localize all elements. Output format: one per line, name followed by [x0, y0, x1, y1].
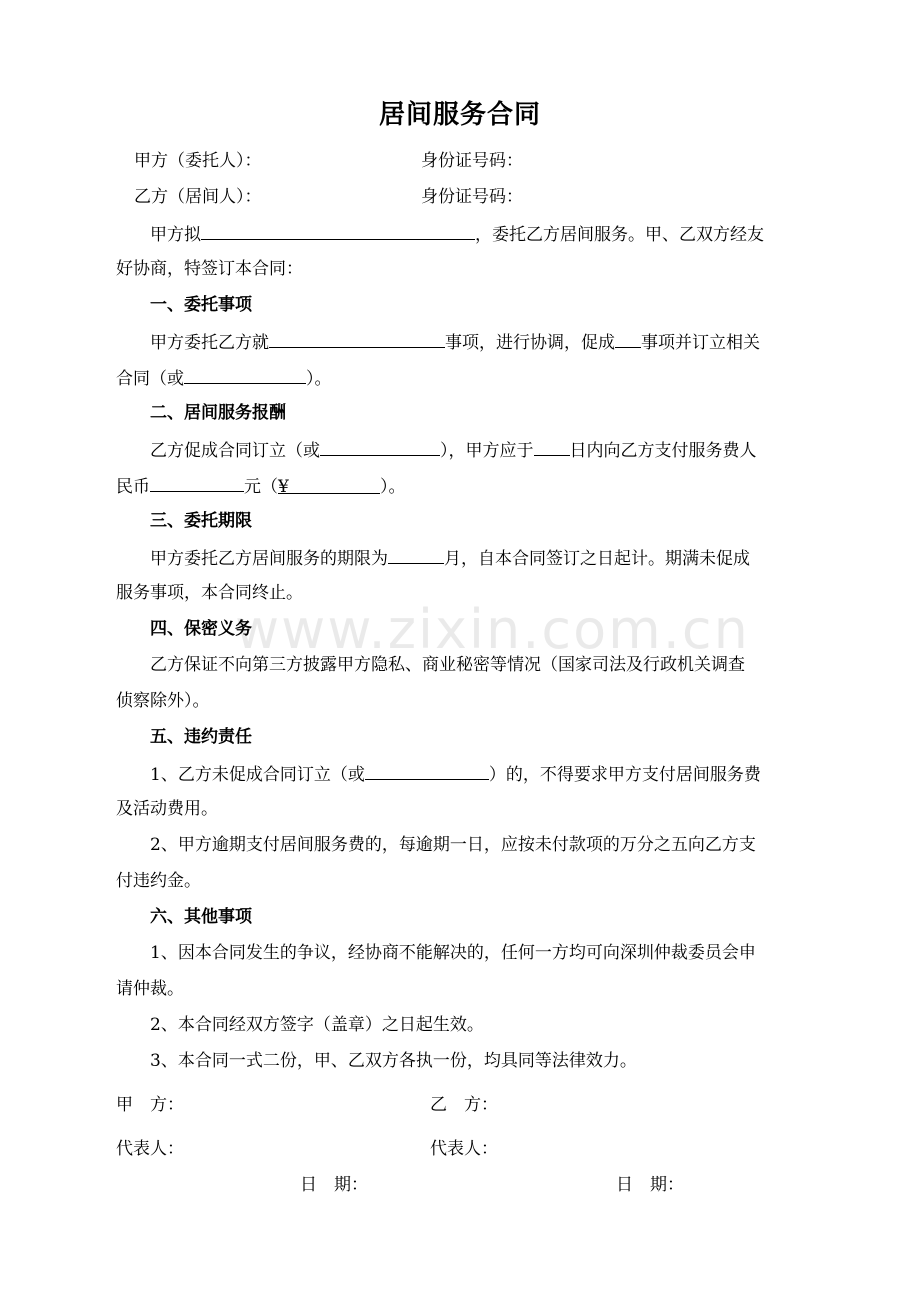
- sec1-line-1: [150, 330, 850, 354]
- sec3-line-2: 服务事项，本合同终止。: [116, 583, 303, 603]
- sec2-blank: [534, 438, 570, 456]
- sec1-text: 事项，进行协调，促成: [445, 333, 615, 353]
- sec5-text: ）的，不得要求甲方支付居间服务费: [488, 765, 761, 785]
- sec2-text: 民币: [116, 477, 150, 497]
- section-heading-1: 一、委托事项: [150, 295, 252, 315]
- intro-line-1: [150, 222, 850, 246]
- sec1-text: 合同（或: [116, 369, 184, 389]
- sec2-line-2: [116, 474, 816, 498]
- sec1-blank: [615, 330, 641, 348]
- section-heading-6: 六、其他事项: [150, 907, 252, 927]
- sec3-text: 月，自本合同签订之日起计。期满未促成: [444, 549, 750, 569]
- sec2-text: 乙方促成合同订立（或: [150, 441, 320, 461]
- sec3-blank: [388, 546, 444, 564]
- signature-party-a: 甲 方：: [116, 1095, 184, 1115]
- section-heading-4: 四、保密义务: [150, 619, 252, 639]
- sec6-item-2: 2、本合同经双方签字（盖章）之日起生效。: [150, 1015, 484, 1035]
- sec4-line-2: 侦察除外）。: [116, 691, 210, 711]
- sec4-line-1: 乙方保证不向第三方披露甲方隐私、商业秘密等情况（国家司法及行政机关调查: [150, 655, 745, 675]
- party-b-label: 乙方（居间人）：: [134, 187, 262, 207]
- sec5-blank: [365, 762, 489, 780]
- yen-sign: ¥: [278, 477, 289, 497]
- sec2-line-1: [150, 438, 850, 462]
- sec2-text: 日内向乙方支付服务费人: [569, 441, 757, 461]
- document-title: 居间服务合同: [378, 100, 541, 130]
- sec1-text: 事项并订立相关: [641, 333, 760, 353]
- sec5-item-1: [150, 762, 850, 786]
- sec2-text: ）。: [380, 477, 406, 497]
- sec1-text: ）。: [306, 369, 332, 389]
- sec1-blank: [269, 330, 445, 348]
- sec6-item-1-cont: 请仲裁。: [116, 979, 184, 999]
- intro-text: ，委托乙方居间服务。甲、乙双方经友: [475, 225, 764, 245]
- sec1-text: 甲方委托乙方就: [150, 333, 269, 353]
- sec1-line-2: [116, 366, 816, 390]
- section-heading-3: 三、委托期限: [150, 511, 252, 531]
- signature-rep-b: 代表人：: [430, 1139, 498, 1159]
- party-a-id-label: 身份证号码：: [421, 151, 523, 171]
- sec3-text: 甲方委托乙方居间服务的期限为: [150, 549, 388, 569]
- amount-figure-blank: [278, 476, 380, 497]
- sec1-blank: [184, 366, 306, 384]
- intro-line-2: 好协商，特签订本合同：: [116, 259, 303, 279]
- signature-party-b: 乙 方：: [430, 1095, 498, 1115]
- sec3-line-1: [150, 546, 850, 570]
- party-b-id-label: 身份证号码：: [421, 187, 523, 207]
- intro-text: 甲方拟: [150, 225, 201, 245]
- sec6-item-1: 1、因本合同发生的争议，经协商不能解决的，任何一方均可向深圳仲裁委员会申: [150, 943, 756, 963]
- sec2-text: ），甲方应于: [440, 441, 534, 461]
- section-heading-5: 五、违约责任: [150, 727, 252, 747]
- signature-rep-a: 代表人：: [116, 1139, 184, 1159]
- sec5-item-2-cont: 付违约金。: [116, 871, 201, 891]
- signature-date-b: 日 期：: [616, 1175, 684, 1195]
- sec5-item-2: 2、甲方逾期支付居间服务费的，每逾期一日，应按未付款项的万分之五向乙方支: [150, 835, 756, 855]
- party-a-label: 甲方（委托人）：: [134, 151, 262, 171]
- sec2-blank: [150, 474, 244, 492]
- sec2-blank: [320, 438, 440, 456]
- sec6-item-3: 3、本合同一式二份，甲、乙双方各执一份，均具同等法律效力。: [150, 1051, 637, 1071]
- signature-date-a: 日 期：: [300, 1175, 368, 1195]
- intro-blank: [201, 222, 475, 240]
- watermark: www.zixin.com.cn: [235, 598, 750, 661]
- sec5-text: 1、乙方未促成合同订立（或: [150, 765, 365, 785]
- section-heading-2: 二、居间服务报酬: [150, 403, 286, 423]
- sec5-item-1-cont: 及活动费用。: [116, 799, 218, 819]
- sec2-text: 元（: [244, 477, 278, 497]
